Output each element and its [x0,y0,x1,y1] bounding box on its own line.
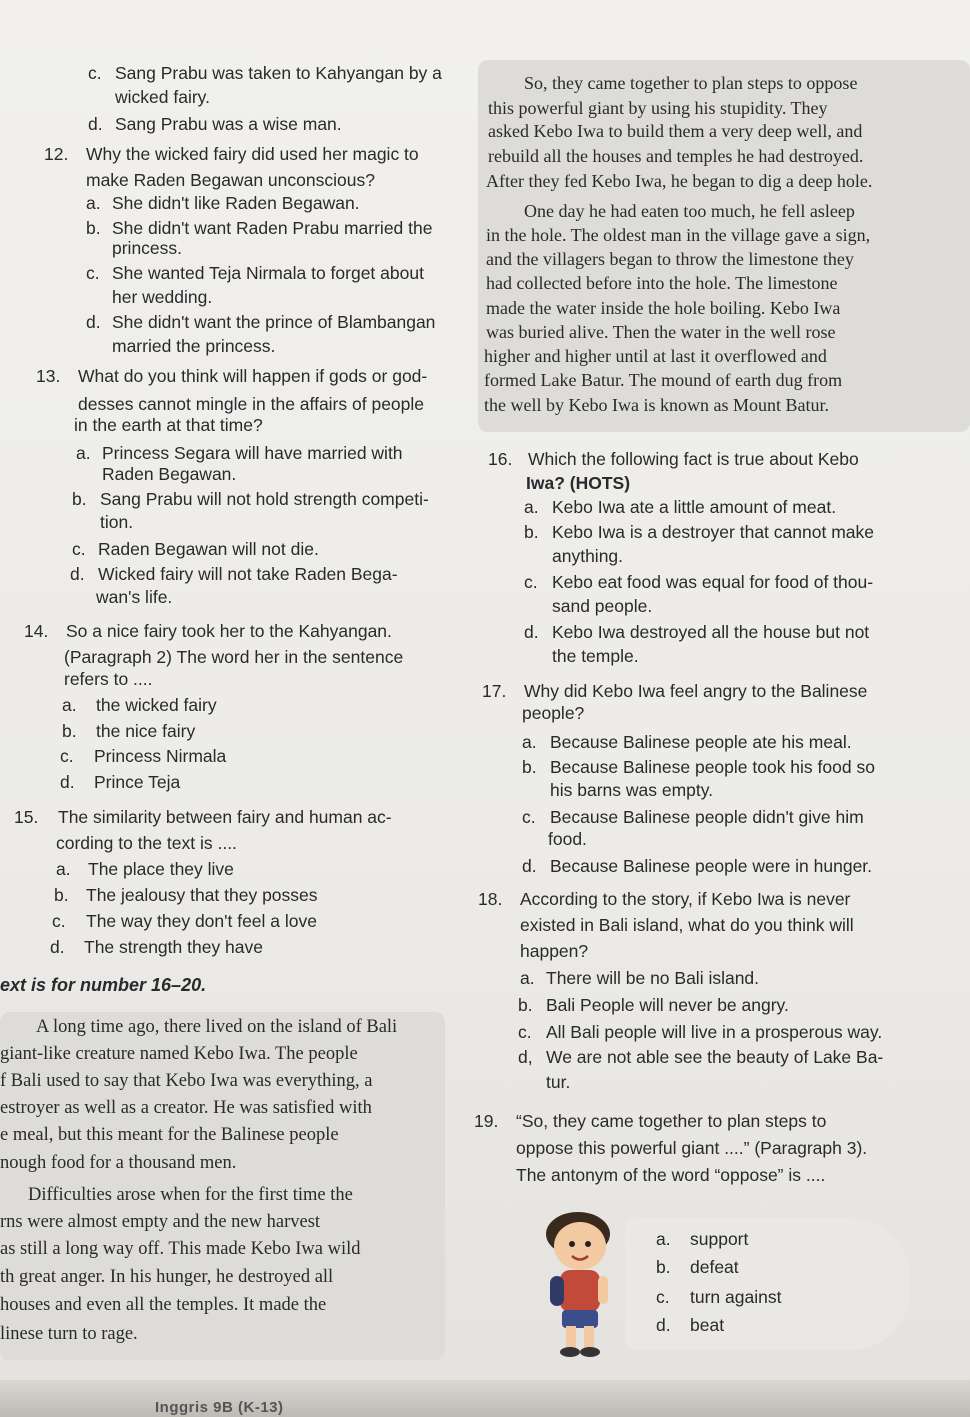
boy-leg-icon [566,1326,576,1348]
boy-arm-icon [598,1276,608,1304]
q17-stem-line: Why did Kebo Iwa feel angry to the Balinese [524,681,868,701]
q17-number: 17. [482,681,507,701]
q17-option-a: Because Balinese people ate his meal. [550,732,852,752]
passage-line: rns were almost empty and the new harvest [0,1212,321,1232]
q13-option-b-cont: tion. [100,512,134,532]
page-bottom-shadow [0,1380,970,1417]
q17-option-c-marker: c. [522,807,536,827]
cartoon-boy-illustration [520,1200,640,1360]
q12-option-d-marker: d. [86,312,101,332]
q13-option-c: Raden Begawan will not die. [98,539,319,559]
q17-option-c: Because Balinese people didn't give him [550,807,864,827]
q17-option-a-marker: a. [522,732,537,752]
boy-leg-icon [584,1326,594,1348]
q12-stem-line: make Raden Begawan unconscious? [86,170,375,190]
q15-option-b-marker: b. [54,885,69,905]
q11-option-d-marker: d. [88,114,103,134]
passage-line: formed Lake Batur. The mound of earth dug from [484,370,843,390]
q14-option-d-marker: d. [60,772,75,792]
q15-option-c-marker: c. [52,911,66,931]
q13-option-d: Wicked fairy will not take Raden Bega- [98,564,398,584]
q16-option-a-marker: a. [524,497,539,517]
q17-option-d: Because Balinese people were in hunger. [550,856,873,876]
passage-line: th great anger. In his hunger, he destroyed all [0,1267,334,1287]
passage-line: asked Kebo Iwa to build them a very deep well, and [488,121,863,141]
q11-option-c-text: Sang Prabu was taken to Kahyangan by a [115,63,442,83]
q15-option-b: The jealousy that they posses [86,885,318,905]
q14-option-d: Prince Teja [94,772,181,792]
q19-stem-line: oppose this powerful giant ....” (Paragraph 3). [516,1138,868,1158]
q11-option-c-cont: wicked fairy. [115,87,210,107]
q12-option-b: She didn't want Raden Prabu married the [112,218,433,238]
q12-option-b-cont: princess. [112,238,183,258]
boy-shoe-icon [560,1347,580,1357]
boy-shoe-icon [580,1347,600,1357]
passage-line: After they fed Kebo Iwa, he began to dig a deep hole. [486,171,873,191]
q17-stem-line: people? [522,703,585,723]
q14-stem-line: refers to .... [64,669,153,689]
q16-option-d-marker: d. [524,622,539,642]
q18-stem-line: happen? [520,941,589,961]
q19-option-d: beat [690,1315,725,1335]
passage-line: had collected before into the hole. The limestone [486,273,838,293]
boy-shirt-icon [560,1270,600,1312]
q18-option-d-cont: tur. [546,1072,571,1092]
passage-line: A long time ago, there lived on the island of Bali [36,1017,398,1037]
q11-option-d-text: Sang Prabu was a wise man. [115,114,342,134]
q14-stem-line: So a nice fairy took her to the Kahyangan. [66,621,392,641]
footer-book-title: Inggris 9B (K-13) [155,1399,284,1416]
q19-option-a-marker: a. [656,1229,671,1249]
q14-option-a: the wicked fairy [96,695,217,715]
q17-option-b-cont: his barns was empty. [550,780,714,800]
boy-eye-icon [585,1241,591,1247]
q13-stem-line: What do you think will happen if gods or god- [78,366,428,386]
q13-option-b-marker: b. [72,489,87,509]
q13-option-b: Sang Prabu will not hold strength competi- [100,489,429,509]
q12-number: 12. [44,144,69,164]
passage-line: One day he had eaten too much, he fell asleep [524,201,855,221]
q15-stem-line: cording to the text is .... [56,833,237,853]
q13-stem-line: desses cannot mingle in the affairs of people [78,394,425,414]
q14-option-b-marker: b. [62,721,77,741]
passage-line: was buried alive. Then the water in the well rose [486,322,836,342]
q16-option-b-cont: anything. [552,546,624,566]
q16-option-b: Kebo Iwa is a destroyer that cannot make [552,522,874,542]
q12-stem-line: Why the wicked fairy did used her magic to [86,144,419,164]
q16-option-c-marker: c. [524,572,538,592]
q12-option-a: She didn't like Raden Begawan. [112,193,360,213]
q12-option-d-cont: married the princess. [112,336,276,356]
q15-option-d: The strength they have [84,937,263,957]
q18-option-d-marker: d, [518,1047,533,1067]
passage-line: So, they came together to plan steps to oppose [524,73,858,93]
passage-line: nough food for a thousand men. [0,1153,237,1173]
q14-option-a-marker: a. [62,695,77,715]
boy-face-icon [554,1222,606,1270]
q16-option-b-marker: b. [524,522,539,542]
q16-option-c: Kebo eat food was equal for food of thou- [552,572,874,592]
q19-number: 19. [474,1111,499,1131]
q12-option-b-marker: b. [86,218,101,238]
q13-number: 13. [36,366,61,386]
q19-option-c: turn against [690,1287,782,1307]
q12-option-c-cont: her wedding. [112,287,213,307]
q18-option-b: Bali People will never be angry. [546,995,789,1015]
passage-line: this powerful giant by using his stupidity. They [488,98,828,118]
q15-option-d-marker: d. [50,937,65,957]
passage-line: giant-like creature named Kebo Iwa. The people [0,1044,358,1064]
passage-line: Difficulties arose when for the first time the [28,1185,353,1205]
q13-option-c-marker: c. [72,539,86,559]
passage-line: higher and higher until at last it overflowed and [484,346,827,366]
q17-option-b: Because Balinese people took his food so [550,757,875,777]
q19-option-b-marker: b. [656,1257,671,1277]
q13-option-d-cont: wan's life. [96,587,173,607]
q16-option-c-cont: sand people. [552,596,653,616]
passage-line: houses and even all the temples. It made the [0,1295,327,1315]
q17-option-b-marker: b. [522,757,537,777]
q14-number: 14. [24,621,49,641]
q18-stem-line: existed in Bali island, what do you think will [520,915,854,935]
passage-line: rebuild all the houses and temples he had destroyed. [488,146,864,166]
q18-option-c: All Bali people will live in a prosperous way. [546,1022,883,1042]
q12-option-c: She wanted Teja Nirmala to forget about [112,263,424,283]
q18-number: 18. [478,889,503,909]
passage-line: in the hole. The oldest man in the village gave a sign, [486,225,871,245]
q18-stem-line: According to the story, if Kebo Iwa is never [520,889,851,909]
q19-option-b: defeat [690,1257,739,1277]
q19-option-c-marker: c. [656,1287,670,1307]
q18-option-d: We are not able see the beauty of Lake Ba- [546,1047,884,1067]
passage-line: linese turn to rage. [0,1324,138,1344]
q15-option-a: The place they live [88,859,234,879]
q16-stem-line: Which the following fact is true about Kebo [528,449,859,469]
q13-option-d-marker: d. [70,564,85,584]
boy-backpack-icon [550,1276,564,1306]
q18-option-b-marker: b. [518,995,533,1015]
q14-stem-line: (Paragraph 2) The word her in the sentence [64,647,404,667]
q16-number: 16. [488,449,513,469]
q15-number: 15. [14,807,39,827]
q14-option-b: the nice fairy [96,721,196,741]
q15-option-c: The way they don't feel a love [86,911,317,931]
q18-option-c-marker: c. [518,1022,532,1042]
q15-stem-line: The similarity between fairy and human ac- [58,807,392,827]
q14-option-c-marker: c. [60,746,74,766]
q18-option-a: There will be no Bali island. [546,968,760,988]
passage-line: e meal, but this meant for the Balinese people [0,1125,339,1145]
q12-option-c-marker: c. [86,263,100,283]
q19-option-d-marker: d. [656,1315,671,1335]
boy-eye-icon [569,1241,575,1247]
q14-option-c: Princess Nirmala [94,746,227,766]
text-heading: ext is for number 16–20. [0,975,207,995]
passage-line: made the water inside the hole boiling. Kebo Iwa [486,298,841,318]
passage-line: estroyer as well as a creator. He was satisfied with [0,1098,372,1118]
q19-stem-line: “So, they came together to plan steps to [516,1111,827,1131]
passage-line: as still a long way off. This made Kebo Iwa wild [0,1239,361,1259]
q19-stem-line: The antonym of the word “oppose” is .... [516,1165,826,1185]
boy-shorts-icon [562,1310,598,1328]
q16-option-d-cont: the temple. [552,646,639,666]
q11-option-c-marker: c. [88,63,102,83]
q13-option-a: Princess Segara will have married with [102,443,403,463]
q16-option-d: Kebo Iwa destroyed all the house but not [552,622,870,642]
q18-option-a-marker: a. [520,968,535,988]
q17-option-c-cont: food. [548,829,587,849]
q17-option-d-marker: d. [522,856,537,876]
passage-line: f Bali used to say that Kebo Iwa was everything, a [0,1071,373,1091]
q12-option-d: She didn't want the prince of Blambangan [112,312,436,332]
passage-line: the well by Kebo Iwa is known as Mount Batur. [484,395,829,415]
q13-option-a-marker: a. [76,443,91,463]
q13-stem-line: in the earth at that time? [74,415,263,435]
q13-option-a-cont: Raden Begawan. [102,464,237,484]
q19-option-a: support [690,1229,749,1249]
q16-option-a: Kebo Iwa ate a little amount of meat. [552,497,837,517]
q12-option-a-marker: a. [86,193,101,213]
q15-option-a-marker: a. [56,859,71,879]
q16-stem-line: Iwa? (HOTS) [526,473,631,493]
passage-line: and the villagers began to throw the limestone they [486,249,854,269]
